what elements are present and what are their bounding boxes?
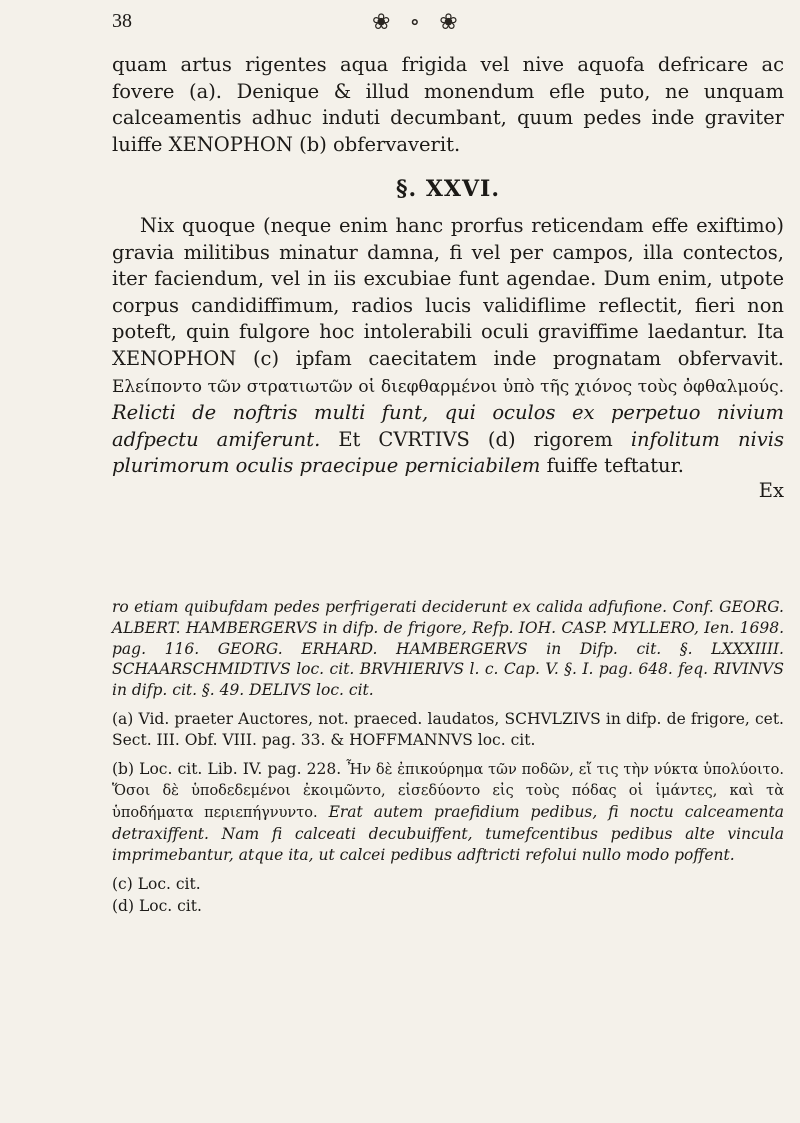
footnote-b — [112, 759, 784, 866]
section-heading: §. XXVI. — [396, 176, 500, 203]
page-header — [112, 8, 740, 44]
main-text — [112, 52, 784, 505]
paragraph-2-after: Et CVRTIVS (d) rigorem — [338, 427, 613, 451]
ornament-icon: ❀ ∘ ❀ — [372, 10, 464, 35]
latin-phrase: infolitum nivis plurimorum oculis praecipue perniciabilem — [112, 427, 785, 478]
footnotes — [112, 597, 784, 925]
latin-translation: Relicti de noftris multi funt, qui oculos ex perpetuo nivium adfpectu amiferunt. — [112, 401, 784, 451]
paragraph-2-body: Nix quoque (neque enim hanc prorfus reticendam effe exiftimo) gravia militibus minatur damna, fi vel per campos, illa contectos, iter faciendum, vel in iis excubiae funt agendae. Dum enim, utpote corpus candidiffimum, radios lucis validiflime reflectit, fieri non poteft, quin fulgore hoc intolerabili oculi graviffime laedantur. Ita XENOPHON (c) ipfam caecitatem inde prognatam obfervavit. — [112, 213, 784, 370]
footnote-b-intro: (b) Loc. cit. Lib. IV. pag. 228. — [112, 759, 342, 778]
page-number: 38 — [112, 10, 132, 32]
footnote-c: (c) Loc. cit. — [112, 874, 201, 893]
paragraph-1: quam artus rigentes aqua frigida vel nive aquofa defricare ac fovere (a). Denique & illud monendum efle puto, ne unquam calceamentis adhuc induti decumbant, quum pedes inde graviter luiffe XENOPHON (b) obfervaverit. — [112, 53, 784, 156]
greek-quote: Ελείποντο τῶν στρατιωτῶν οἱ διεφθαρμένοι ὑπὸ τῆς χιόνος τοὺς ὀφθαλμούς. — [112, 376, 784, 397]
footnote-continuation: ro etiam quibufdam pedes perfrigerati deciderunt ex calida adfufione. Conf. GEORG. ALBERT. HAMBERGERVS in difp. de frigore, Refp. IOH. CASP. MYLLERO, Ien. 1698. pag. 116. GEORG. ERHARD. HAMBERGERVS in Difp. cit. §. LXXXIIII. SCHAARSCHMIDTIVS loc. cit. BRVHIERIVS l. c. Cap. V. §. I. pag. 648. feq. RIVINVS in difp. cit. §. 49. DELIVS loc. cit. — [112, 598, 784, 700]
footnote-a: (a) Vid. praeter Auctores, not. praeced. laudatos, SCHVLZIVS in difp. de frigore, cet. Sect. III. Obf. VIII. pag. 33. & HOFFMANNVS loc. cit. — [112, 709, 784, 749]
paragraph-2 — [112, 213, 784, 480]
footnote-d: (d) Loc. cit. — [112, 897, 202, 916]
catchword: Ex — [758, 478, 784, 502]
footnote-b-latin: Erat autem praefidium pedibus, fi noctu calceamenta detraxiffent. Nam fi calceati decubuiffent, tumefcentibus pedibus alte vincula imprimebantur, atque ita, ut calcei pedibus adftricti refolui nullo modo poffent. — [112, 803, 784, 864]
footnote-b-greek: Ἦν δὲ ἐπικούρημα τῶν ποδῶν, εἴ τις τὴν νύκτα ὑπολύοιτο. Ὅσοι δὲ ὑποδεδεμένοι ἐκοιμῶντο, εἰσεδύοντο εἰς τοὺς πόδας οἱ ἱμάντες, καὶ τὰ ὑποδήματα περιεπήγνυντο. — [112, 761, 785, 822]
paragraph-2-end: fuiffe teftatur. — [546, 454, 684, 478]
